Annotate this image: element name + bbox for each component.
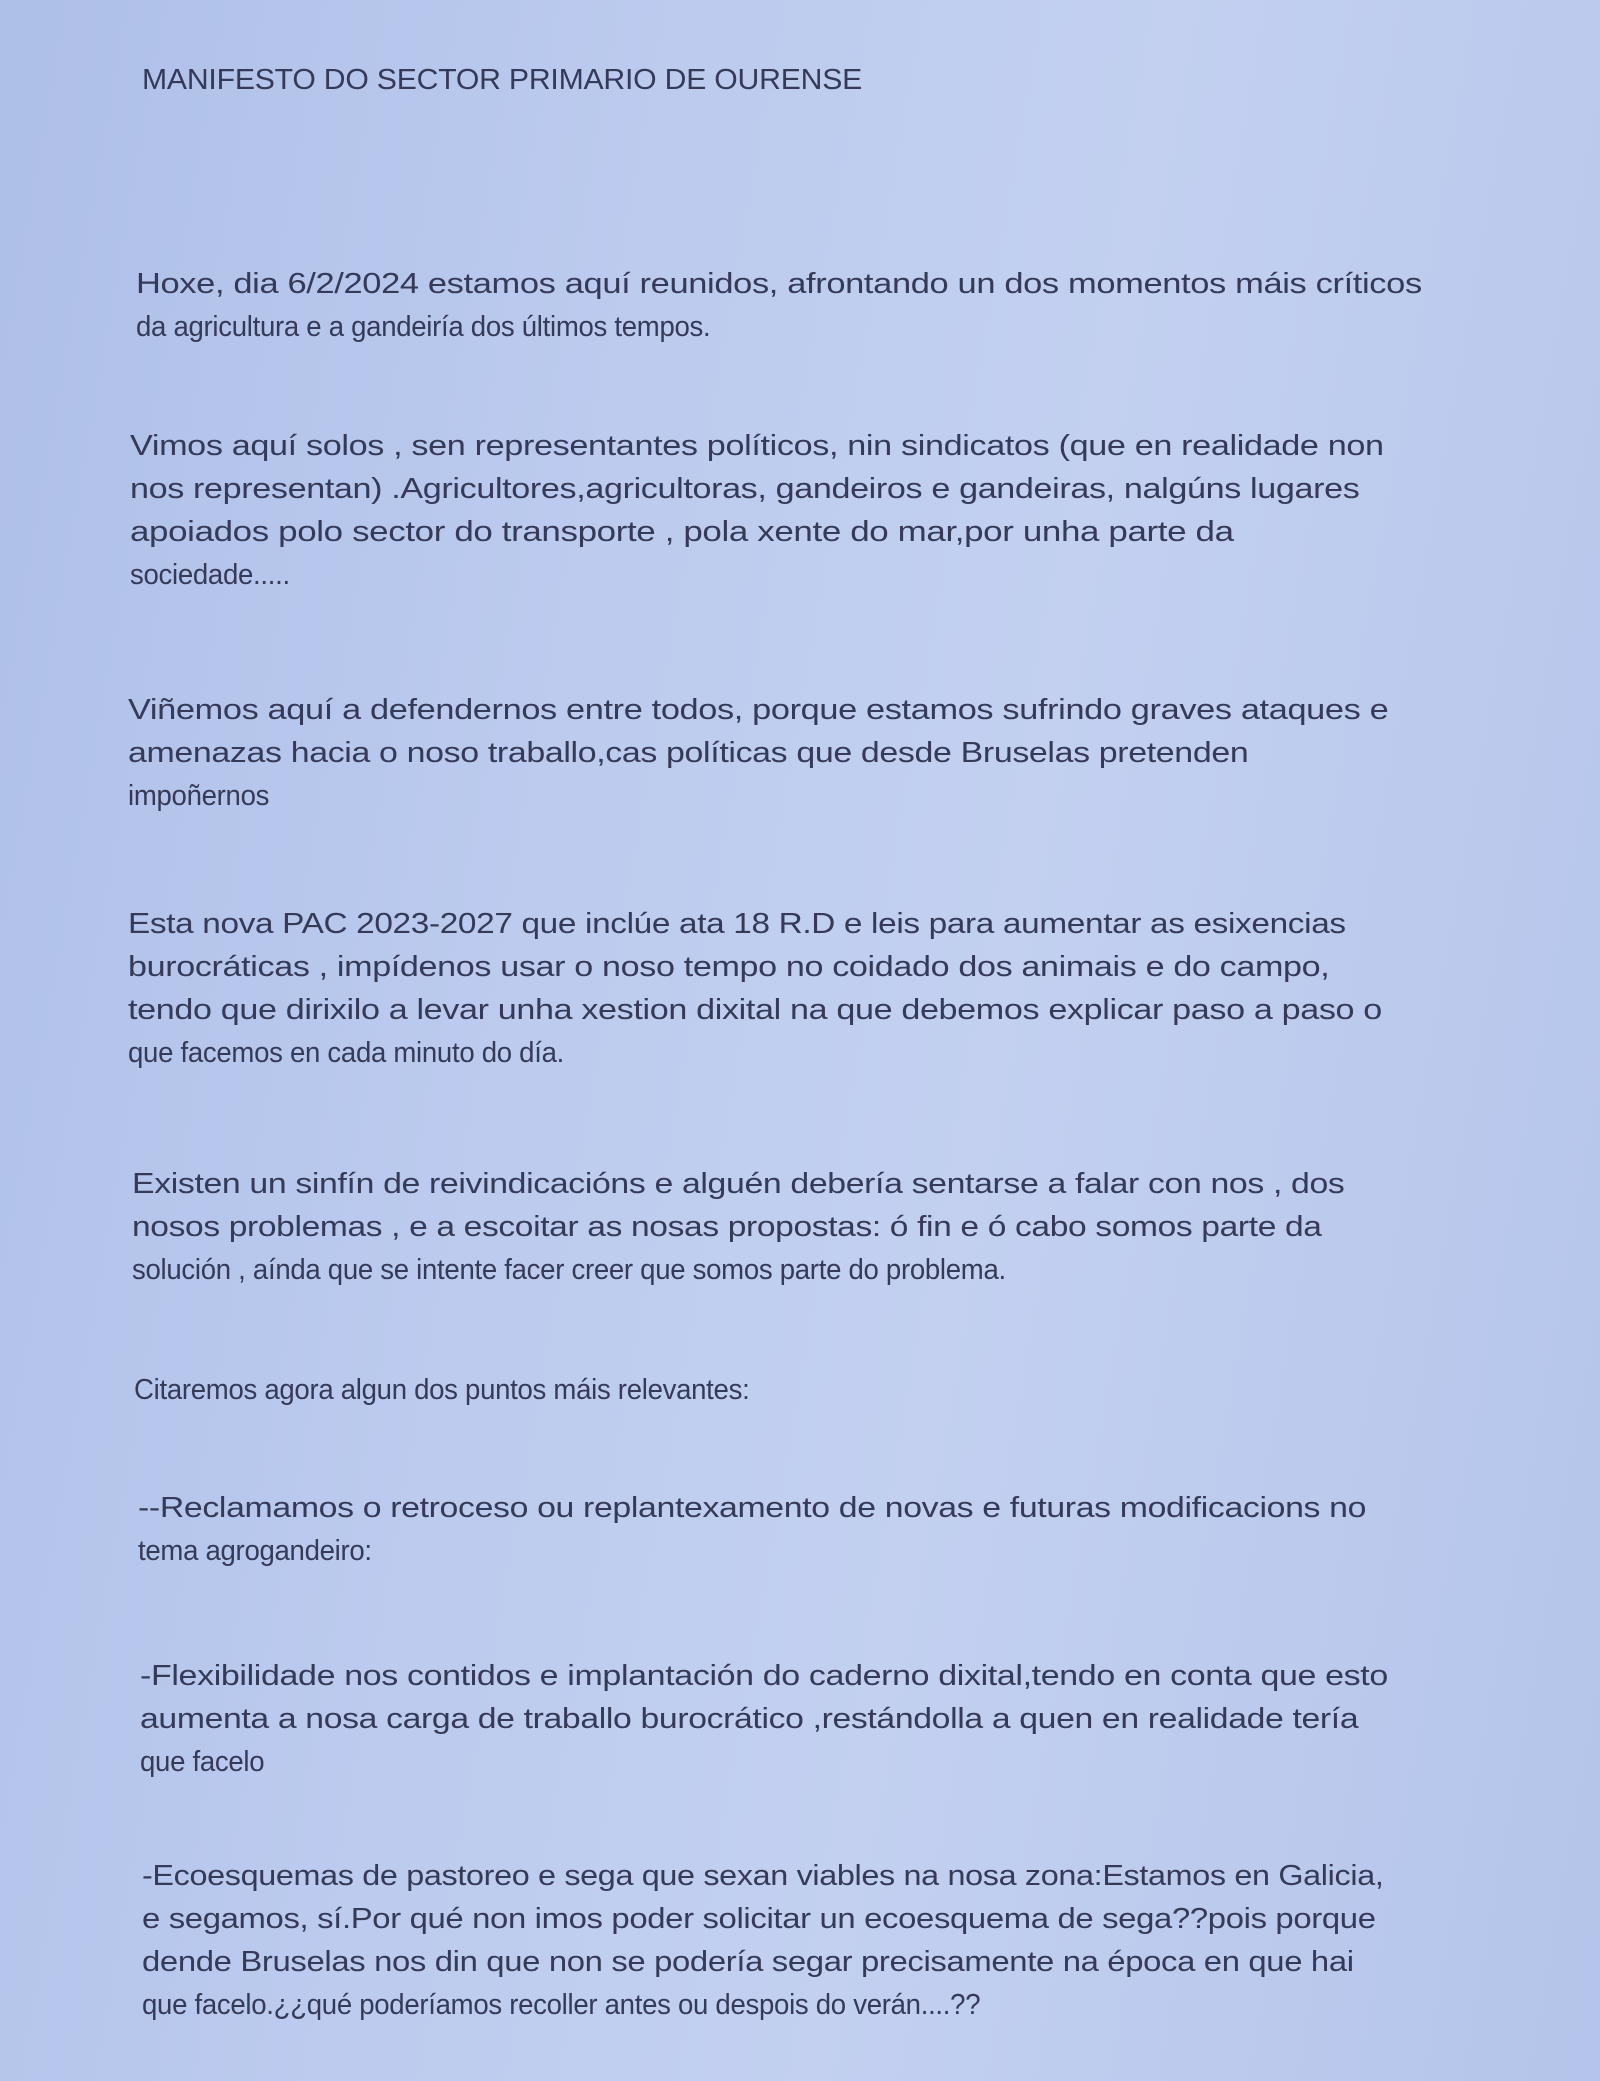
- paragraph-4-line: que facemos en cada minuto do día.: [128, 1037, 565, 1069]
- paragraph-5-line: nosos problemas , e a escoitar as nosas propostas: ó fin e ó cabo somos parte da: [132, 1211, 1322, 1243]
- paragraph-2-line: sociedade.....: [130, 559, 290, 591]
- paragraph-9-line: dende Bruselas nos din que non se podería segar precisamente na época en que hai: [142, 1946, 1354, 1978]
- paragraph-6-line: Citaremos agora algun dos puntos máis relevantes:: [134, 1374, 750, 1406]
- paragraph-5-line: solución , aínda que se intente facer creer que somos parte do problema.: [132, 1254, 1006, 1286]
- paragraph-2-line: Vimos aquí solos , sen representantes políticos, nin sindicatos (que en realidade non: [130, 430, 1384, 462]
- paragraph-3-line: impoñernos: [128, 780, 270, 812]
- paragraph-2-line: apoiados polo sector do transporte , pola xente do mar,por unha parte da: [130, 516, 1234, 548]
- paragraph-8-line: aumenta a nosa carga de traballo burocrático ,restándolla a quen en realidade tería: [140, 1703, 1359, 1735]
- paragraph-4-line: Esta nova PAC 2023-2027 que inclúe ata 18 R.D e leis para aumentar as esixencias: [128, 908, 1346, 940]
- paragraph-1-line: Hoxe, dia 6/2/2024 estamos aquí reunidos, afrontando un dos momentos máis críticos: [136, 268, 1422, 300]
- paragraph-9-line: que facelo.¿¿qué poderíamos recoller antes ou despois do verán....??: [142, 1989, 981, 2021]
- paragraph-2-line: nos representan) .Agricultores,agricultoras, gandeiros e gandeiras, nalgúns lugares: [130, 473, 1360, 505]
- paragraph-4-line: burocráticas , impídenos usar o noso tempo no coidado dos animais e do campo,: [128, 951, 1330, 983]
- paragraph-9-line: e segamos, sí.Por qué non imos poder solicitar un ecoesquema de sega??pois porque: [142, 1903, 1376, 1935]
- paragraph-4-line: tendo que dirixilo a levar unha xestion dixital na que debemos explicar paso a paso o: [128, 994, 1382, 1026]
- paragraph-8-line: -Flexibilidade nos contidos e implantación do caderno dixital,tendo en conta que esto: [140, 1660, 1388, 1692]
- paragraph-1-line: da agricultura e a gandeiría dos últimos tempos.: [136, 311, 711, 343]
- document-title: MANIFESTO DO SECTOR PRIMARIO DE OURENSE: [142, 64, 863, 96]
- paragraph-7-line: --Reclamamos o retroceso ou replantexamento de novas e futuras modificacions no: [138, 1492, 1367, 1524]
- paragraph-9-line: -Ecoesquemas de pastoreo e sega que sexan viables na nosa zona:Estamos en Galicia,: [142, 1860, 1384, 1892]
- paragraph-3-line: Viñemos aquí a defendernos entre todos, porque estamos sufrindo graves ataques e: [128, 694, 1389, 726]
- paragraph-8-line: que facelo: [140, 1746, 265, 1778]
- paragraph-3-line: amenazas hacia o noso traballo,cas políticas que desde Bruselas pretenden: [128, 737, 1249, 769]
- paragraph-7-line: tema agrogandeiro:: [138, 1535, 372, 1567]
- paragraph-5-line: Existen un sinfín de reivindicacións e alguén debería sentarse a falar con nos , dos: [132, 1168, 1345, 1200]
